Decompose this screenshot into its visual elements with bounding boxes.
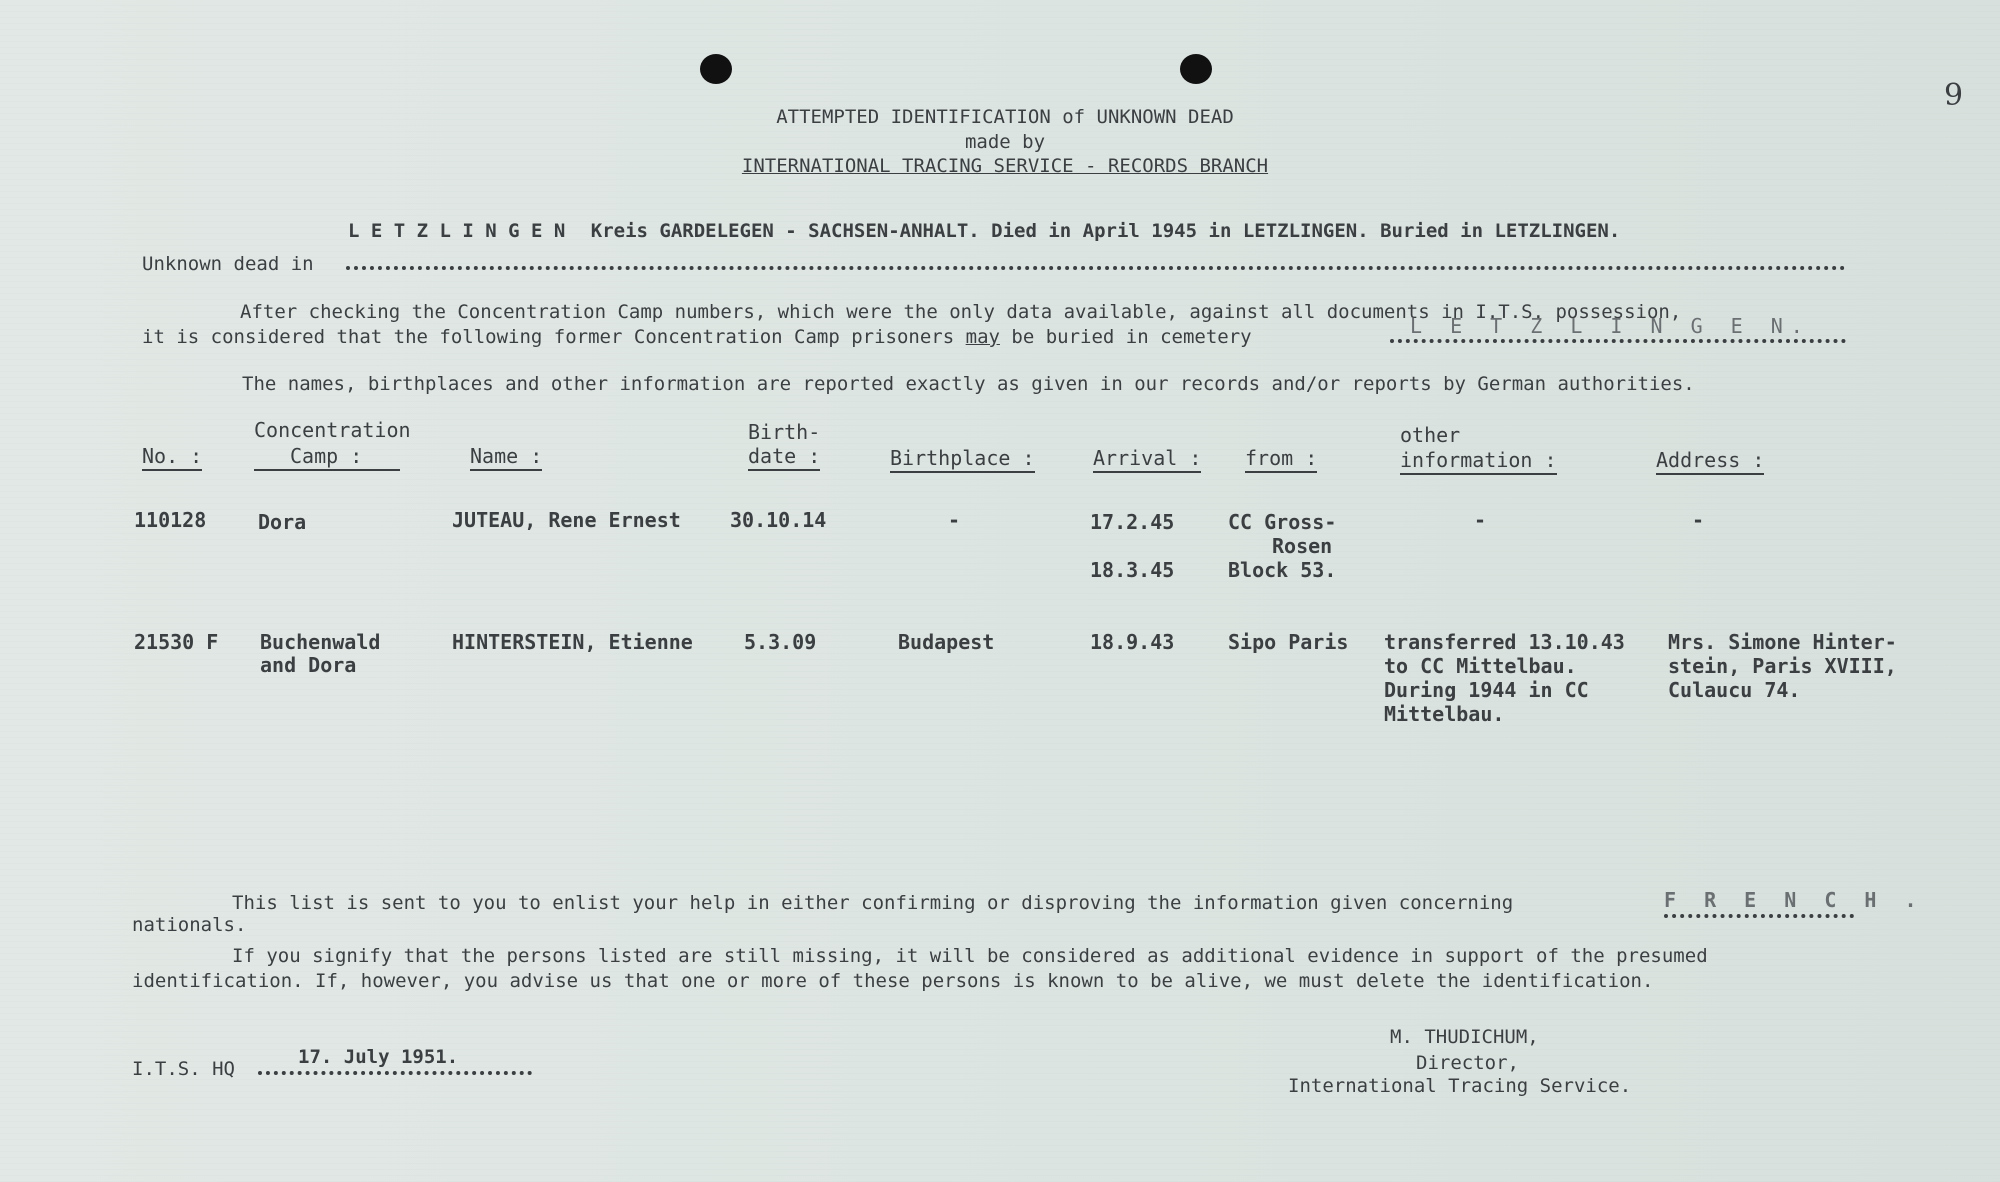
header-camp-top: Concentration (254, 418, 411, 442)
table-row-2-arrival: 18.9.43 (1090, 630, 1175, 654)
table-row-2-other-2: to CC Mittelbau. (1384, 654, 1577, 678)
header-name: Name : (470, 444, 542, 471)
location-place: L E T Z L I N G E N (348, 220, 566, 242)
closing-line-1: This list is sent to you to enlist your help in either confirming or disproving the information given concerning (232, 892, 1514, 914)
location-line (348, 220, 1620, 242)
header-no: No. : (142, 444, 202, 471)
header-other: information : (1400, 448, 1557, 475)
intro-line-2b: be buried in cemetery (1011, 326, 1252, 348)
table-row-2-camp-2: and Dora (260, 653, 357, 677)
table-row-1-address: - (1692, 508, 1705, 532)
closing-nationality: F R E N C H . (1664, 888, 1925, 912)
table-row-2-birthplace: Budapest (898, 630, 995, 654)
table-row-2-address-1: Mrs. Simone Hinter- (1668, 630, 1897, 654)
table-row-1-from-1: CC Gross- (1228, 510, 1337, 534)
table-row-2-address-2: stein, Paris XVIII, (1668, 654, 1897, 678)
closing-line-2: If you signify that the persons listed are still missing, it will be considered as additional evidence in support of the presumed (232, 945, 1708, 967)
intro-line-3: The names, birthplaces and other information are reported exactly as given in our records and/or reports by German authorities. (242, 373, 1695, 395)
title-line-1: ATTEMPTED IDENTIFICATION of UNKNOWN DEAD (776, 106, 1234, 128)
table-row-2-other-3: During 1944 in CC (1384, 678, 1589, 702)
header-birthplace: Birthplace : (890, 446, 1035, 473)
closing-line-3: identification. If, however, you advise us that one or more of these persons is known to be alive, we must delete the identification. (132, 970, 1654, 992)
table-row-1-birthplace: - (948, 508, 961, 532)
table-row-2-from: Sipo Paris (1228, 630, 1349, 654)
nationality-dotted-line (1664, 914, 1854, 918)
intro-line-2 (142, 326, 1252, 348)
header-address: Address : (1656, 448, 1764, 475)
title-line-3 (505, 155, 1505, 177)
signer-name: M. THUDICHUM, (1390, 1026, 1539, 1048)
table-row-1-name: JUTEAU, Rene Ernest (452, 508, 681, 532)
table-row-2-camp-1: Buchenwald (260, 630, 381, 654)
header-other-top: other (1400, 423, 1461, 447)
intro-line-2a: it is considered that the following former Concentration Camp prisoners (142, 326, 955, 348)
table-row-1-from-2: Rosen (1272, 534, 1333, 558)
table-row-1-from-3: Block 53. (1228, 558, 1337, 582)
intro-may: may (965, 326, 1000, 348)
table-row-2-no: 21530 F (134, 630, 219, 654)
table-row-2-other-4: Mittelbau. (1384, 702, 1505, 726)
unknown-dead-label: Unknown dead in (142, 253, 314, 275)
punch-hole-right (1180, 54, 1212, 84)
intro-line-1: After checking the Concentration Camp numbers, which were the only data available, against all documents in I.T.S. possession, (240, 301, 1682, 323)
table-row-1-birthdate: 30.10.14 (730, 508, 827, 532)
table-row-2-name: HINTERSTEIN, Etienne (452, 630, 693, 654)
page-number: 9 (1944, 78, 1964, 113)
table-row-1-no: 110128 (134, 508, 207, 532)
table-row-2-other-1: transferred 13.10.43 (1384, 630, 1625, 654)
header-arrival: Arrival : (1093, 446, 1201, 473)
header-camp: Camp : (254, 444, 400, 471)
table-row-1-arrival-2: 18.3.45 (1090, 558, 1175, 582)
table-row-1-other: - (1474, 508, 1487, 532)
cemetery-name: L E T Z L I N G E N. (1410, 314, 1811, 338)
punch-hole-left (700, 54, 732, 84)
hq-label: I.T.S. HQ (132, 1058, 235, 1080)
header-birthdate: date : (748, 444, 820, 471)
location-details: Kreis GARDELEGEN - SACHSEN-ANHALT. Died in April 1945 in LETZLINGEN. Buried in LETZLINGEN. (590, 220, 1621, 242)
header-from: from : (1245, 446, 1317, 473)
table-row-1-arrival-1: 17.2.45 (1090, 510, 1175, 534)
title-branch: INTERNATIONAL TRACING SERVICE - RECORDS BRANCH (741, 155, 1269, 177)
table-row-2-birthdate: 5.3.09 (744, 630, 817, 654)
signer-title: Director, (1416, 1052, 1519, 1074)
header-birth-top: Birth- (748, 420, 821, 444)
hq-date-dotted-line (258, 1071, 532, 1075)
title-line-2: made by (964, 131, 1046, 153)
signer-org: International Tracing Service. (1288, 1075, 1632, 1097)
closing-line-1-end: nationals. (132, 914, 247, 936)
table-row-2-address-3: Culaucu 74. (1668, 678, 1801, 702)
table-row-1-camp: Dora (258, 510, 307, 534)
cemetery-dotted-line (1390, 339, 1846, 343)
hq-date: 17. July 1951. (298, 1046, 459, 1068)
unknown-dead-dotted-line (346, 266, 1846, 270)
